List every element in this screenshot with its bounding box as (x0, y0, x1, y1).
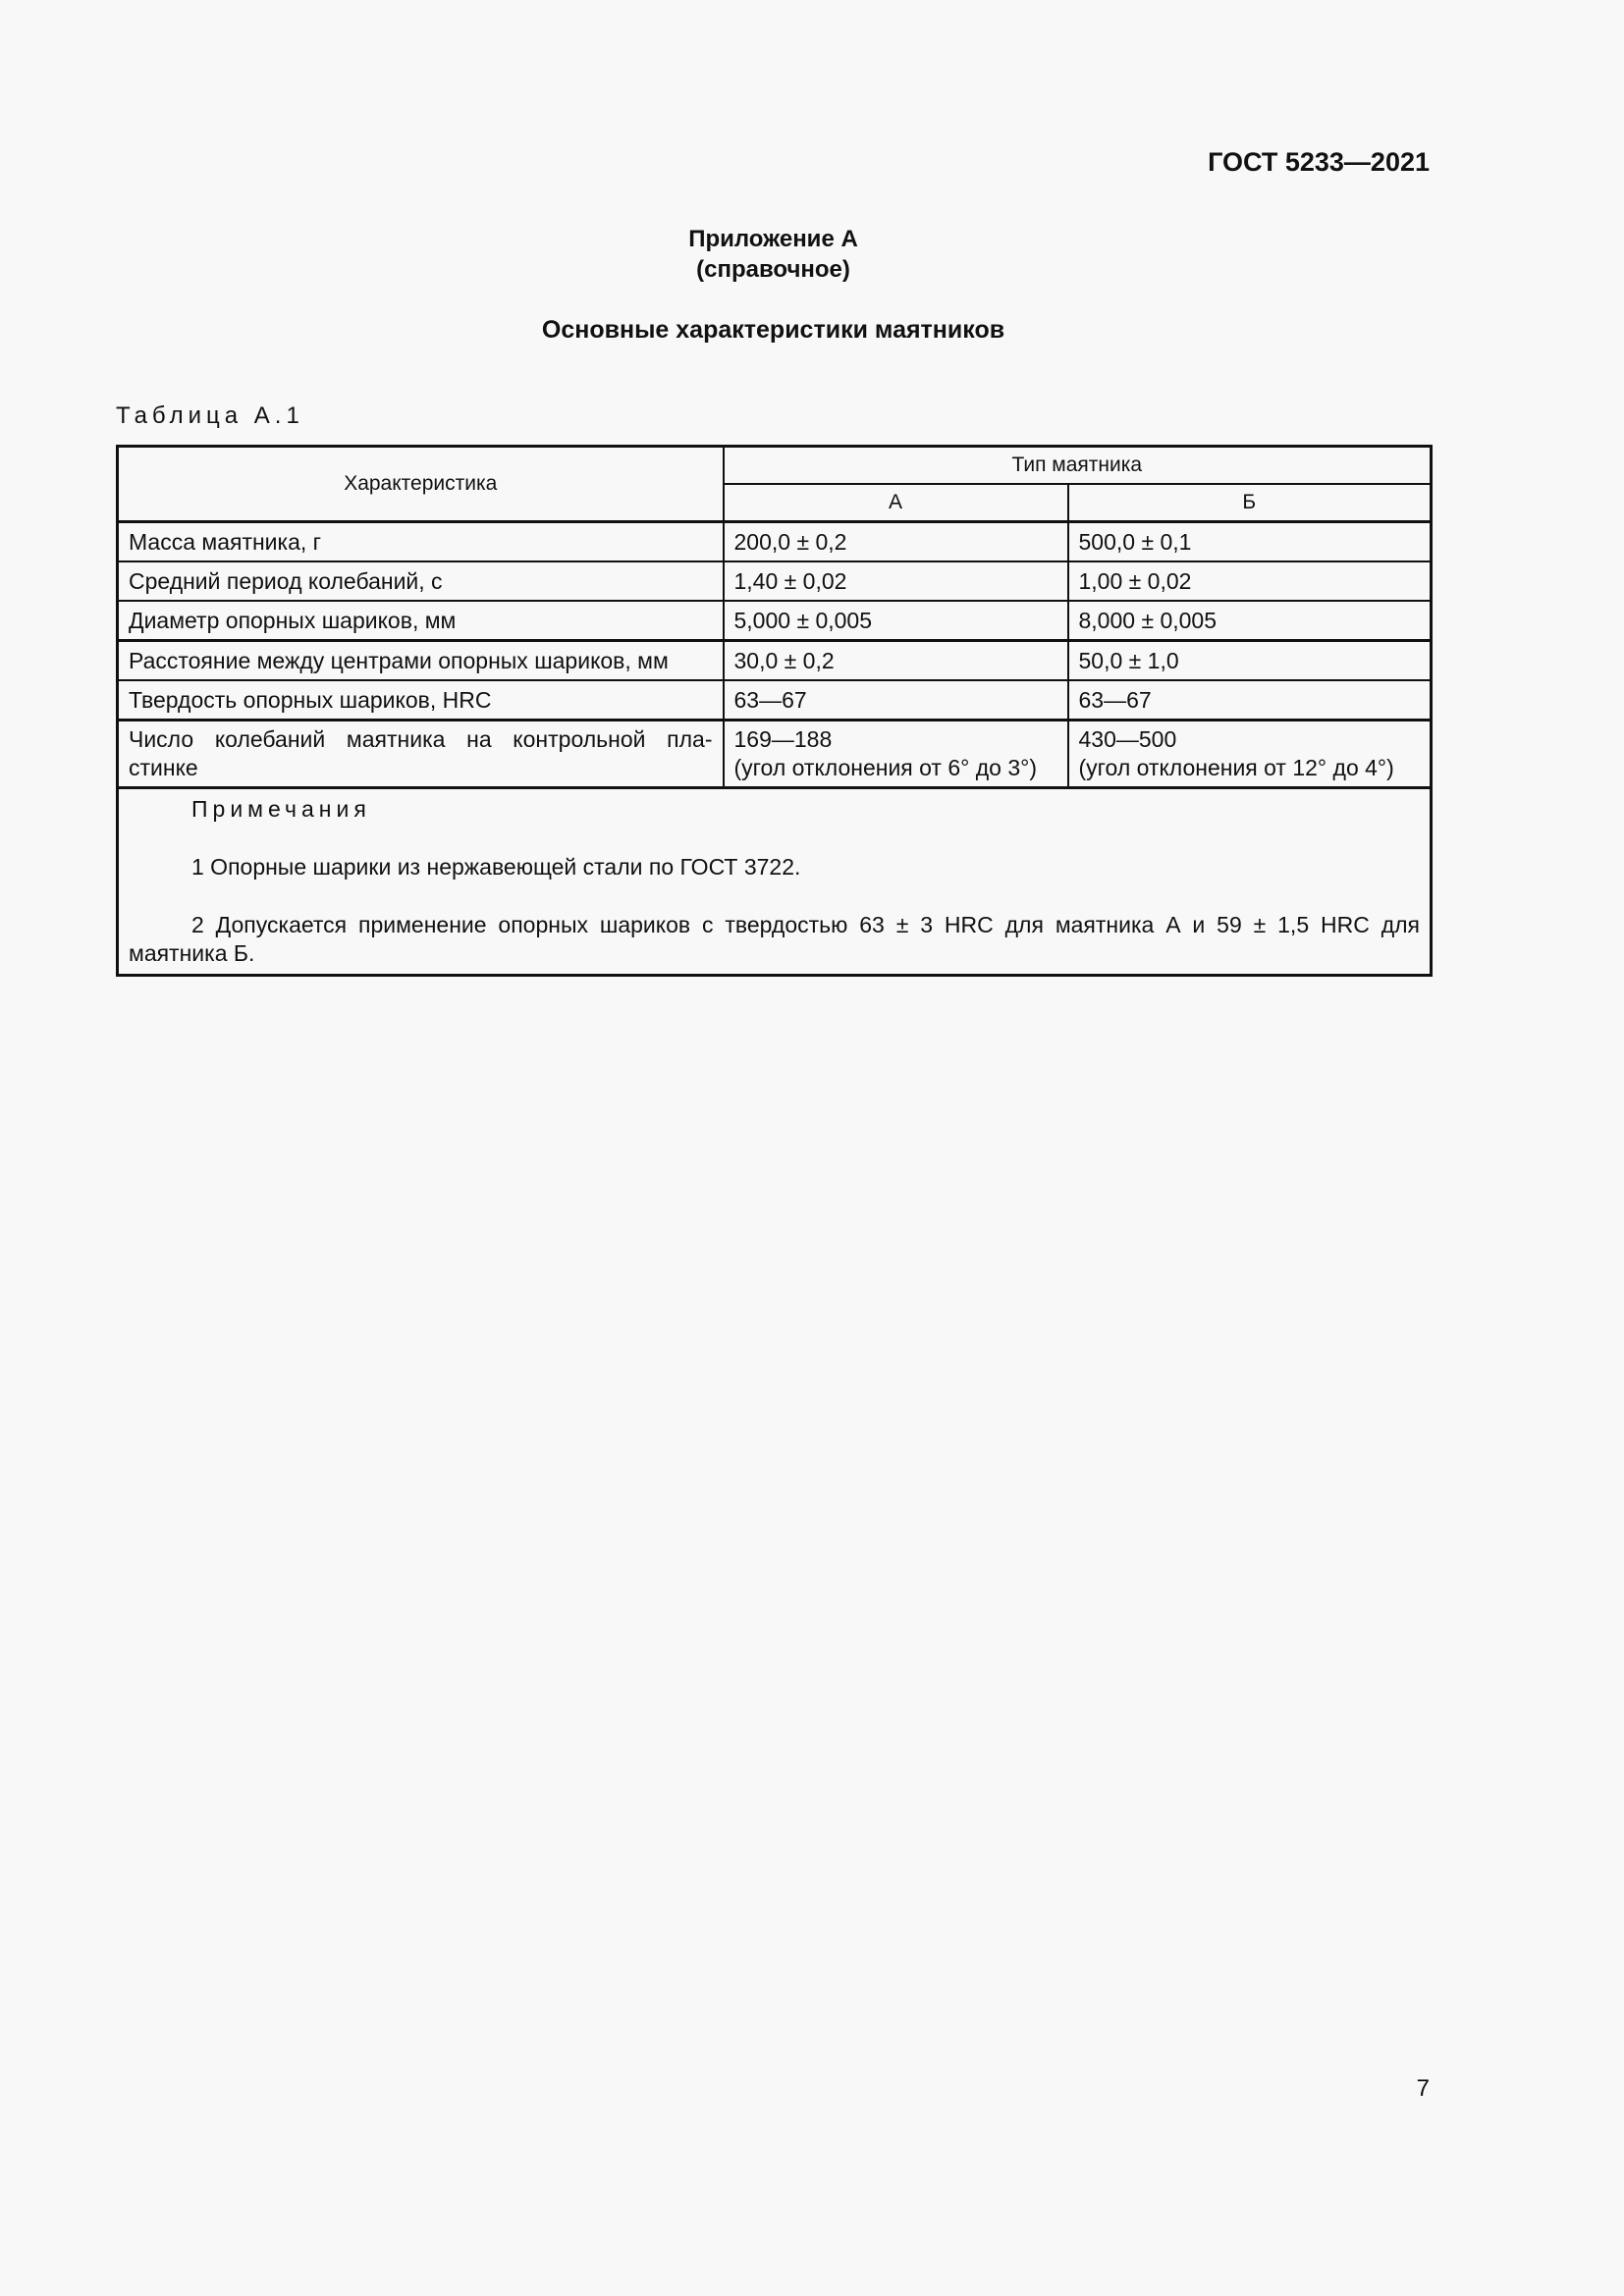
section-title: Основные характеристики маятников (541, 316, 1005, 344)
note-item: 1 Опорные шарики из нержавеющей стали по ГОСТ 3722. (191, 854, 801, 880)
row-value-b: 8,000 ± 0,005 (1068, 601, 1432, 641)
row-value-a: 5,000 ± 0,005 (724, 601, 1068, 641)
table-row (118, 721, 1432, 788)
header-characteristic: Характеристика (118, 447, 724, 522)
row-value-b: 500,0 ± 0,1 (1068, 522, 1432, 562)
row-value-a: 200,0 ± 0,2 (724, 522, 1068, 562)
appendix-status: (справочное) (696, 256, 850, 283)
table-row (118, 561, 1432, 601)
row-value-a: 30,0 ± 0,2 (724, 641, 1068, 681)
row-value-b: 50,0 ± 1,0 (1068, 641, 1432, 681)
notes-title: Примечания (191, 796, 371, 822)
row-value-b (1068, 721, 1432, 788)
row-label: Диаметр опорных шариков, мм (118, 601, 724, 641)
row-value-a (724, 721, 1068, 788)
table-caption: Таблица А.1 (116, 402, 304, 429)
note-item: 2 Допускается применение опорных шариков с твердостью 63 ± 3 HRC для маятника А и 59 ± 1,5 HRC для маятника Б. (129, 912, 1421, 966)
row-value-line: (угол отклонения от 6° до 3°) (733, 755, 1037, 780)
row-label: Средний период колебаний, с (118, 561, 724, 601)
table-row (118, 601, 1432, 641)
table-row (118, 641, 1432, 681)
header-type-b: Б (1068, 484, 1432, 522)
pendulum-characteristics-table (116, 445, 1433, 977)
row-value-a: 63—67 (724, 680, 1068, 721)
row-value-line: 169—188 (733, 726, 833, 752)
row-value-line: (угол отклонения от 12° до 4°) (1078, 755, 1394, 780)
row-label-line: Число колебаний маятника на контрольной пла- (129, 726, 713, 752)
table-row (118, 680, 1432, 721)
row-value-a: 1,40 ± 0,02 (724, 561, 1068, 601)
table-row (118, 522, 1432, 562)
row-label-line: стинке (129, 755, 198, 780)
row-value-b: 1,00 ± 0,02 (1068, 561, 1432, 601)
row-label: Масса маятника, г (118, 522, 724, 562)
header-pendulum-type: Тип маятника (724, 447, 1432, 485)
notes-row (118, 788, 1432, 976)
document-code: ГОСТ 5233—2021 (1208, 147, 1430, 177)
row-value-b: 63—67 (1068, 680, 1432, 721)
appendix-heading (0, 224, 1546, 285)
table-header-row (118, 447, 1432, 485)
row-label: Расстояние между центрами опорных шариков, мм (118, 641, 724, 681)
row-label: Твердость опорных шариков, HRC (118, 680, 724, 721)
notes-cell (118, 788, 1432, 976)
page-number: 7 (1416, 2075, 1430, 2102)
header-type-a: А (724, 484, 1068, 522)
row-value-line: 430—500 (1078, 726, 1177, 752)
row-label (118, 721, 724, 788)
appendix-title: Приложение А (688, 226, 858, 252)
